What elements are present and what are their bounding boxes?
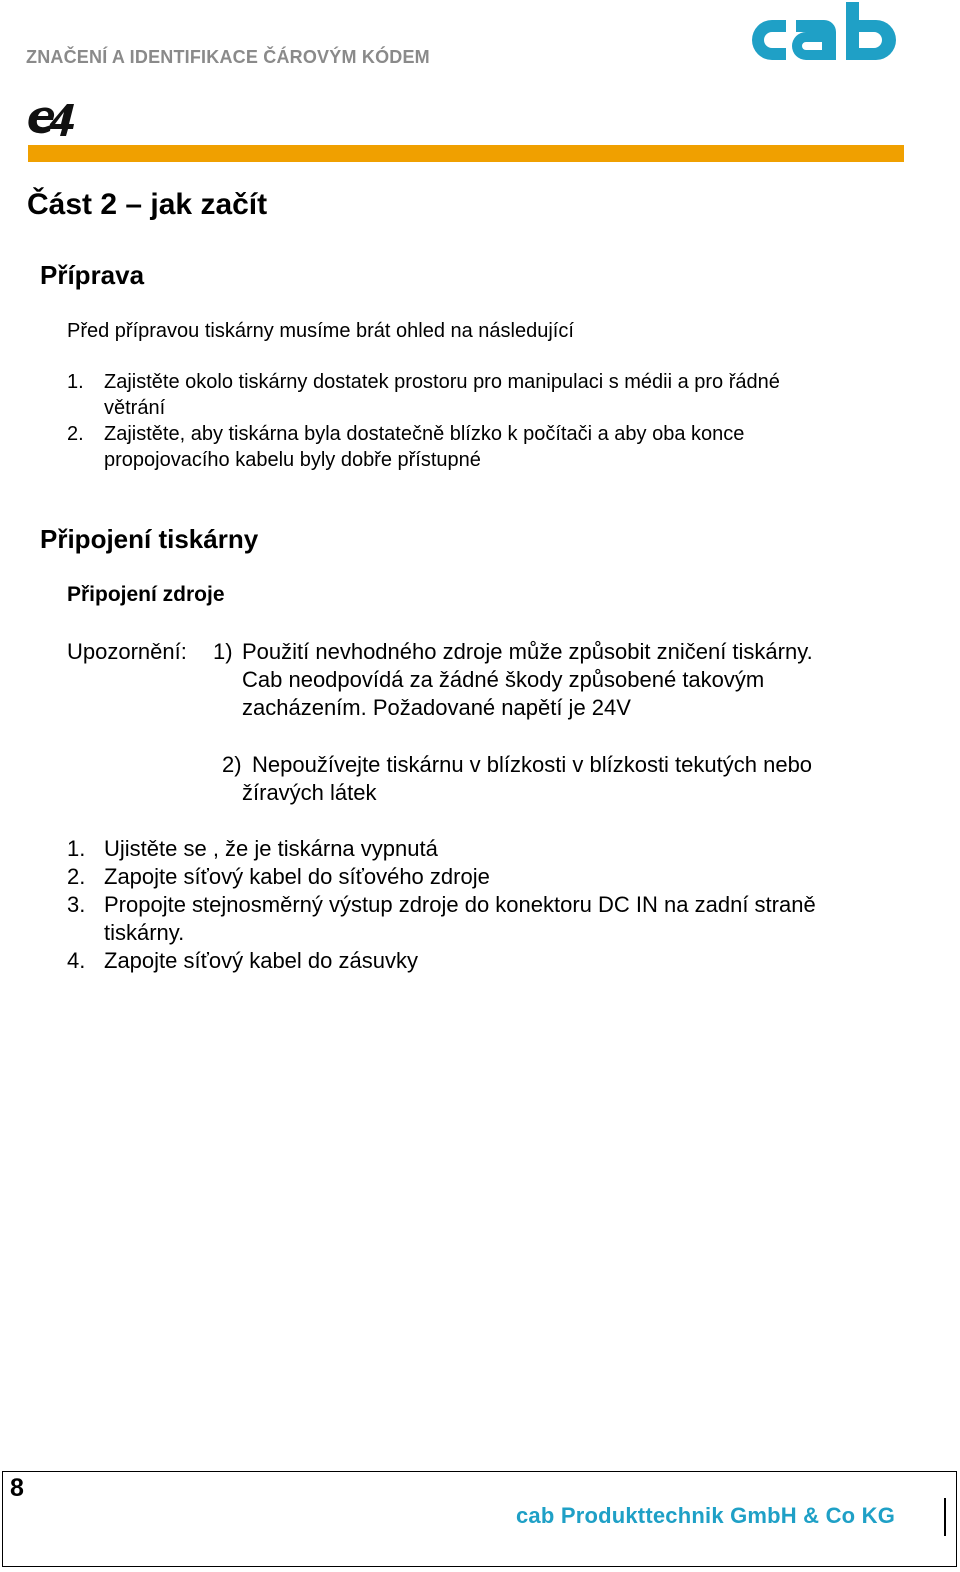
header-accent-bar [28,145,904,162]
step-text: Zapojte síťový kabel do zásuvky [104,948,418,973]
footer-divider [944,1498,946,1536]
page-number: 8 [10,1474,24,1502]
step-text: Ujistěte se , že je tiskárna vypnutá [104,836,438,861]
page-title: Část 2 – jak začít [27,188,268,221]
step-item-continuation: tiskárny. [104,920,185,945]
warning-text: zacházením. Požadované napětí je 24V [242,695,631,720]
list-text: Zajistěte okolo tiskárny dostatek prostoru pro manipulaci s médii a pro řádné [104,371,780,393]
warning-text: Nepoužívejte tiskárnu v blízkosti v blízkosti tekutých nebo [252,752,813,777]
warning-text: Použití nevhodného zdroje může způsobit zničení tiskárny. [242,639,813,664]
warning-prefix: 1) [213,639,233,664]
step-text: Zapojte síťový kabel do síťového zdroje [104,864,490,889]
step-item [67,947,418,975]
header-tagline: ZNAČENÍ A IDENTIFIKACE ČÁROVÝM KÓDEM [26,47,430,67]
step-number: 4. [67,948,86,973]
subsection-heading-power: Připojení zdroje [67,583,225,606]
list-number: 1. [67,371,84,393]
section-heading-connection: Připojení tiskárny [40,524,259,554]
step-item [67,863,490,891]
list-item [67,369,780,395]
step-text: Propojte stejnosměrný výstup zdroje do konektoru DC IN na zadní straně [104,892,816,917]
list-item-continuation: propojovacího kabelu byly dobře přístupné [104,449,481,471]
list-number: 2. [67,423,84,445]
step-item [67,835,438,863]
warning-text: žíravých látek [242,780,377,805]
e4-logo [27,98,83,140]
footer-company-name: cab Produkttechnik GmbH & Co KG [516,1503,896,1528]
preparation-intro: Před přípravou tiskárny musíme brát ohled na následující [67,320,574,342]
list-text: Zajistěte, aby tiskárna byla dostatečně blízko k počítači a aby oba konce [104,423,745,445]
step-item [67,891,816,919]
step-number: 3. [67,892,86,917]
warning-text: Cab neodpovídá za žádné škody způsobené takovým [242,667,765,692]
list-item [67,421,744,447]
step-number: 2. [67,864,86,889]
list-item-continuation: větrání [104,397,166,419]
section-heading-preparation: Příprava [40,260,145,290]
warning-prefix: 2) [222,752,242,777]
step-number: 1. [67,836,86,861]
cab-logo [738,0,906,72]
warning-label: Upozornění: [67,639,187,664]
